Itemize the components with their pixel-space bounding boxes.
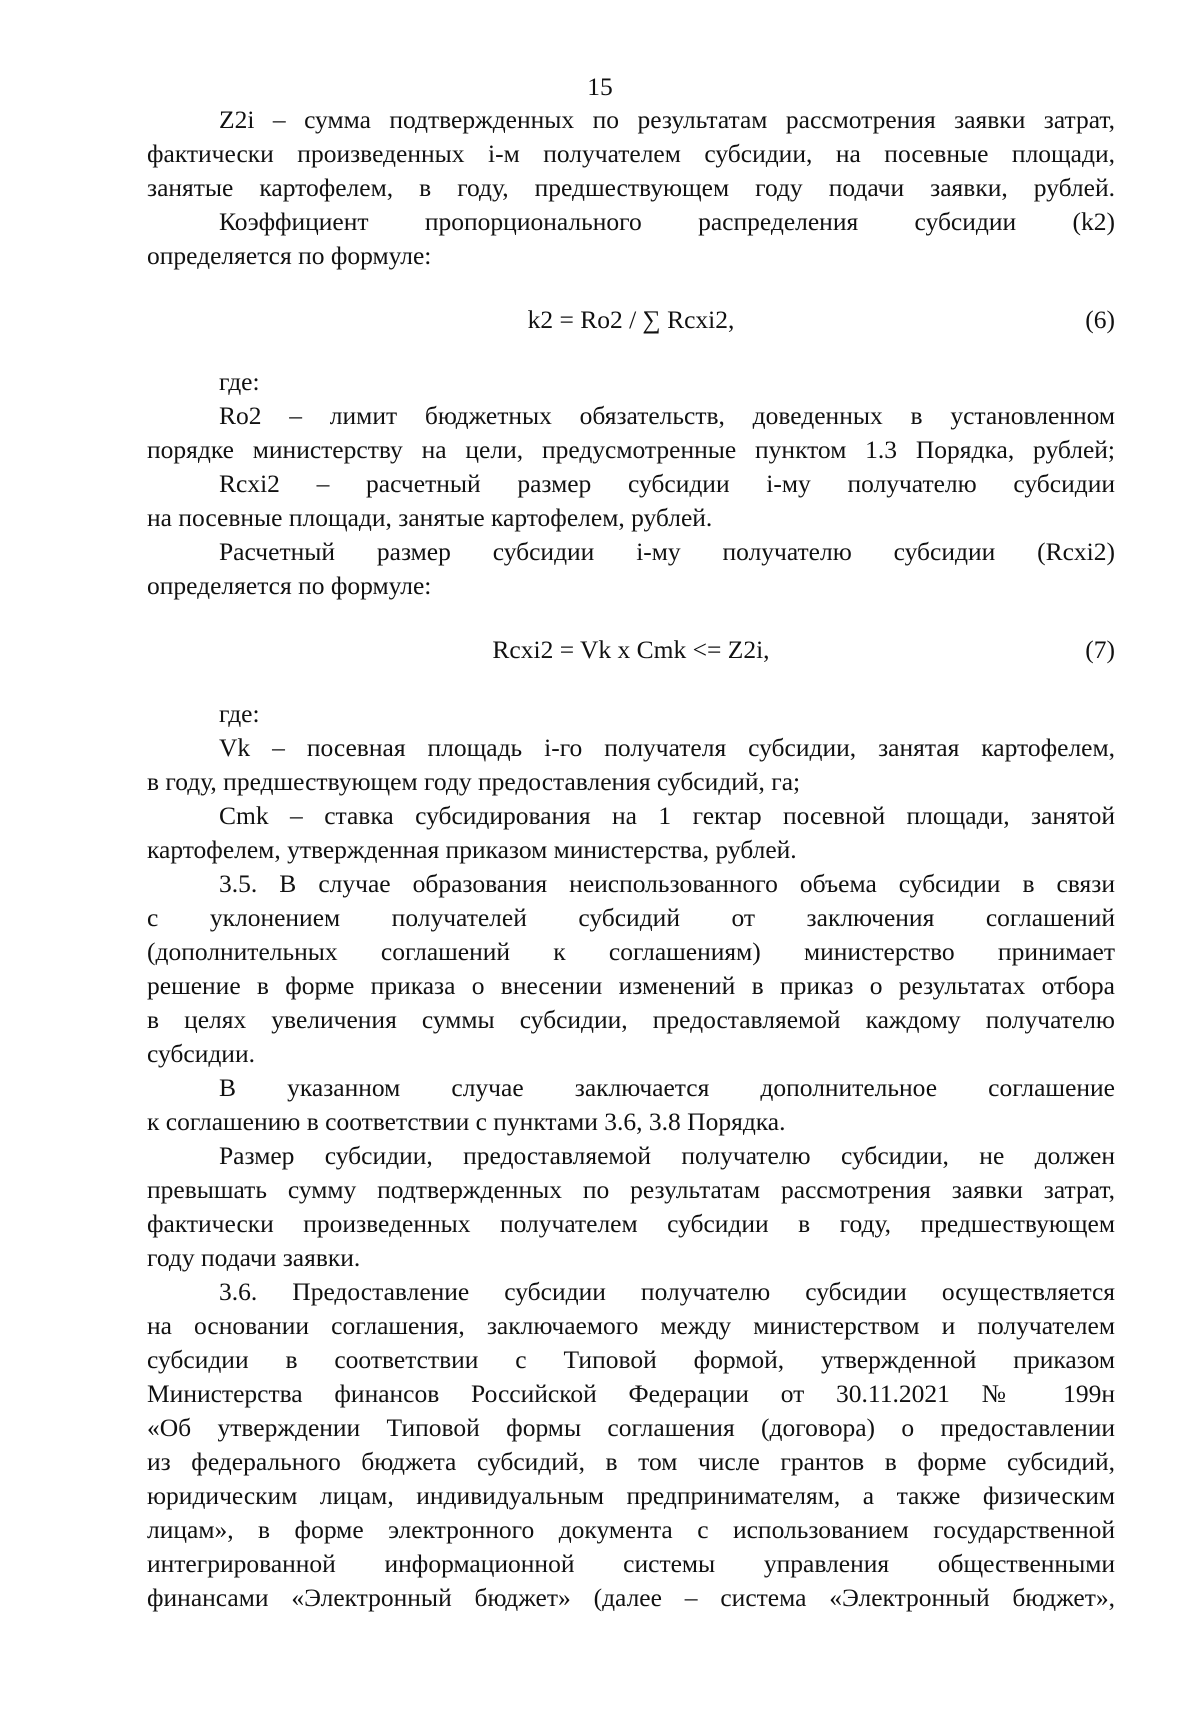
text-line: в целях увеличения суммы субсидии, предоставляемой каждому получателю — [147, 1005, 1115, 1034]
text-line: где: — [219, 367, 260, 396]
text-line: превышать сумму подтвержденных по результатам рассмотрения заявки затрат, — [147, 1175, 1115, 1204]
text-line: году подачи заявки. — [147, 1243, 361, 1272]
text-line: в году, предшествующем году предоставления субсидий, га; — [147, 767, 801, 796]
text-line: определяется по формуле: — [147, 571, 432, 600]
text-line: порядке министерству на цели, предусмотренные пунктом 1.3 Порядка, рублей; — [147, 435, 1115, 464]
text-line: определяется по формуле: — [147, 241, 432, 270]
page-body — [147, 103, 1115, 1615]
text-line: лицам», в форме электронного документа с использованием государственной — [147, 1515, 1115, 1544]
text-line: с уклонением получателей субсидий от заключения соглашений — [147, 903, 1115, 932]
text-line: Расчетный размер субсидии i-му получателю субсидии (Rcxi2) — [219, 537, 1115, 566]
text-line: к соглашению в соответствии с пунктами 3.6, 3.8 Порядка. — [147, 1107, 786, 1136]
text-line: из федерального бюджета субсидий, в том числе грантов в форме субсидий, — [147, 1447, 1115, 1476]
text-line: Cmk – ставка субсидирования на 1 гектар посевной площади, занятой — [219, 801, 1115, 830]
text-line: решение в форме приказа о внесении изменений в приказ о результатах отбора — [147, 971, 1115, 1000]
text-line: интегрированной информационной системы управления общественными — [147, 1549, 1115, 1578]
text-line: 3.5. В случае образования неиспользованного объема субсидии в связи — [219, 869, 1115, 898]
formula-6-number: (6) — [1085, 305, 1115, 334]
text-line: Министерства финансов Российской Федерации от 30.11.2021 № 199н — [147, 1379, 1115, 1408]
page-number: 15 — [587, 72, 613, 101]
text-line: Коэффициент пропорционального распределения субсидии (k2) — [219, 207, 1115, 236]
text-line: Ro2 – лимит бюджетных обязательств, доведенных в установленном — [219, 401, 1115, 430]
text-line: «Об утверждении Типовой формы соглашения (договора) о предоставлении — [147, 1413, 1115, 1442]
formula-7 — [147, 633, 1115, 667]
text-line: картофелем, утвержденная приказом министерства, рублей. — [147, 835, 797, 864]
text-line: на основании соглашения, заключаемого между министерством и получателем — [147, 1311, 1115, 1340]
text-line: фактически произведенных получателем субсидии в году, предшествующем — [147, 1209, 1115, 1238]
text-line: В указанном случае заключается дополнительное соглашение — [219, 1073, 1115, 1102]
text-line: финансами «Электронный бюджет» (далее – система «Электронный бюджет», — [147, 1583, 1115, 1612]
text-line: Rcxi2 – расчетный размер субсидии i-му получателю субсидии — [219, 469, 1115, 498]
text-line: Размер субсидии, предоставляемой получателю субсидии, не должен — [219, 1141, 1115, 1170]
text-line: (дополнительных соглашений к соглашениям) министерство принимает — [147, 937, 1115, 966]
formula-6 — [147, 303, 1115, 337]
text-line: субсидии в соответствии с Типовой формой, утвержденной приказом — [147, 1345, 1115, 1374]
text-line: субсидии. — [147, 1039, 255, 1068]
text-line: где: — [219, 699, 260, 728]
formula-7-expression: Rcxi2 = Vk x Cmk <= Z2i, — [492, 635, 770, 664]
formula-7-number: (7) — [1085, 635, 1115, 664]
text-line: фактически произведенных i-м получателем субсидии, на посевные площади, — [147, 139, 1115, 168]
text-line: Vk – посевная площадь i-го получателя субсидии, занятая картофелем, — [219, 733, 1115, 762]
text-line: юридическим лицам, индивидуальным предпринимателям, а также физическим — [147, 1481, 1115, 1510]
text-line: Z2i – сумма подтвержденных по результатам рассмотрения заявки затрат, — [219, 105, 1115, 134]
text-line: на посевные площади, занятые картофелем, рублей. — [147, 503, 713, 532]
formula-6-expression: k2 = Ro2 / ∑ Rcxi2, — [527, 305, 735, 334]
text-line: 3.6. Предоставление субсидии получателю субсидии осуществляется — [219, 1277, 1115, 1306]
text-line: занятые картофелем, в году, предшествующем году подачи заявки, рублей. — [147, 173, 1115, 202]
